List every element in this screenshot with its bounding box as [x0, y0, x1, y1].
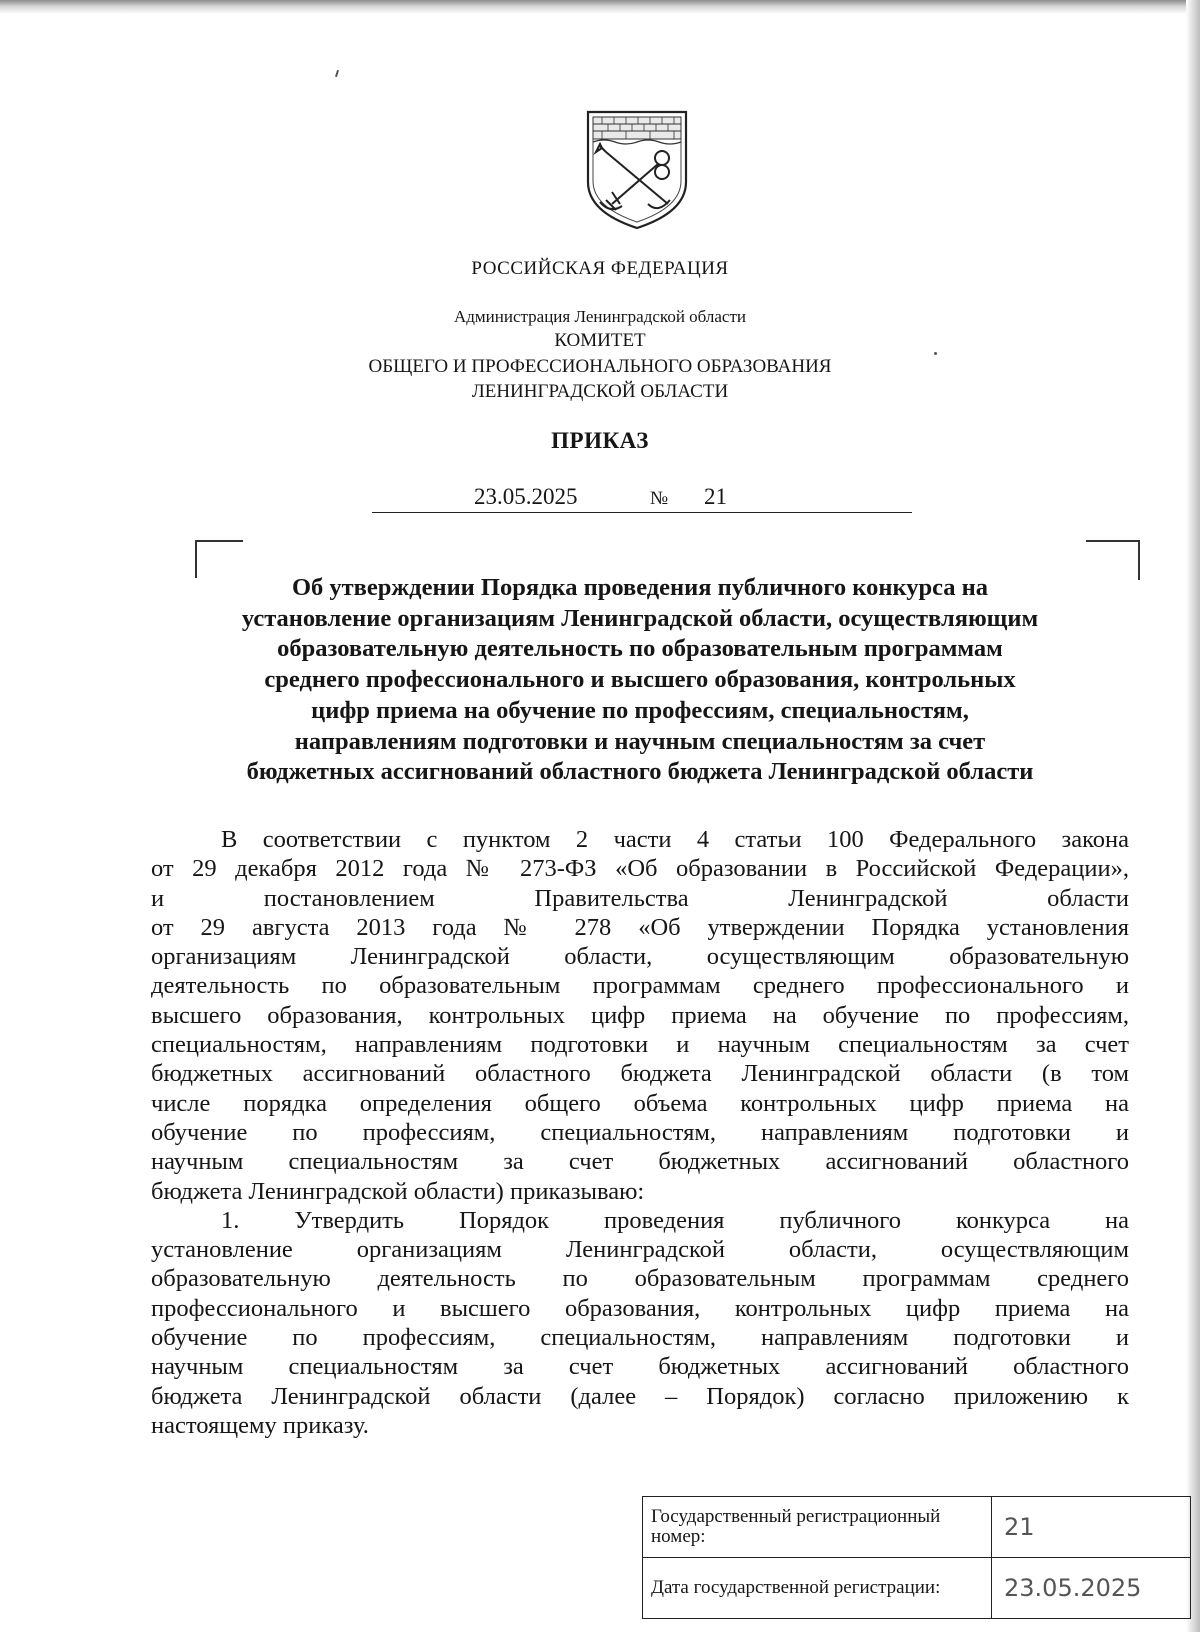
- order-body: [151, 825, 1129, 1440]
- body-line: деятельность по образовательным программам среднего профессионального и: [151, 972, 1129, 1000]
- body-line: бюджета Ленинградской области (далее – Порядок) согласно приложению к: [151, 1382, 1129, 1410]
- date-underline: [372, 512, 912, 513]
- body-line: установление организациям Ленинградской области, осуществляющим: [151, 1236, 1129, 1264]
- order-date-number-row: [372, 484, 912, 514]
- registration-number-value: 21: [992, 1497, 1191, 1558]
- country-name: РОССИЙСКАЯ ФЕДЕРАЦИЯ: [471, 258, 729, 279]
- scan-right-edge: [1186, 0, 1200, 1632]
- order-number: 21: [704, 484, 727, 509]
- body-line: настоящему приказу.: [151, 1411, 369, 1439]
- registration-date-label: Дата государственной регистрации:: [643, 1558, 992, 1619]
- body-line: организациям Ленинградской области, осуществляющим образовательную: [151, 943, 1129, 971]
- order-subject: [170, 573, 1110, 788]
- coat-of-arms-icon: [582, 108, 692, 232]
- body-line: профессионального и высшего образования, контрольных цифр приема на: [151, 1294, 1129, 1322]
- body-line: и постановлением Правительства Ленинградской области: [151, 884, 1129, 912]
- scan-speck: [335, 70, 339, 77]
- subject-line: Об утверждении Порядка проведения публичного конкурса на: [291, 574, 989, 601]
- body-line: обучение по профессиям, специальностям, направлениям подготовки и: [151, 1118, 1129, 1146]
- subject-line: среднего профессионального и высшего образования, контрольных: [264, 666, 1016, 694]
- body-line: научным специальностям за счет бюджетных ассигнований областного: [151, 1148, 1129, 1176]
- registration-number-label: Государственный регистрационный номер:: [643, 1497, 992, 1558]
- body-line: высшего образования, контрольных цифр приема на обучение по профессиям,: [151, 1001, 1129, 1029]
- body-line: бюджетных ассигнований областного бюджета Ленинградской области (в том: [151, 1060, 1129, 1088]
- registration-date-row: [643, 1558, 1191, 1619]
- body-line: образовательную деятельность по образовательным программам среднего: [151, 1265, 1129, 1293]
- body-line: бюджета Ленинградской области) приказываю:: [151, 1177, 645, 1205]
- body-line: обучение по профессиям, специальностям, направлениям подготовки и: [151, 1324, 1129, 1352]
- subject-line: установление организациям Ленинградской области, осуществляющим: [241, 604, 1039, 632]
- order-date: 23.05.2025: [474, 484, 578, 509]
- body-line: от 29 августа 2013 года № 278 «Об утверждении Порядка установления: [151, 913, 1129, 941]
- body-line: специальностям, направлениям подготовки и научным специальностям за счет: [151, 1031, 1129, 1059]
- body-line: от 29 декабря 2012 года № 273-ФЗ «Об образовании в Российской Федерации»,: [151, 855, 1129, 883]
- administration-name: Администрация Ленинградской области: [453, 307, 746, 326]
- subject-line: цифр приема на обучение по профессиям, специальностям,: [311, 696, 969, 724]
- registration-stamp-table: [642, 1496, 1191, 1619]
- subject-line: направлениям подготовки и научным специальностям за счет: [294, 727, 986, 755]
- registration-date-value: 23.05.2025: [992, 1558, 1191, 1619]
- scan-top-edge: [0, 0, 1200, 14]
- committee-label: КОМИТЕТ: [554, 330, 646, 351]
- subject-line: образовательную деятельность по образовательным программам: [277, 635, 1003, 663]
- document-title: ПРИКАЗ: [551, 428, 649, 453]
- registration-number-row: [643, 1497, 1191, 1558]
- body-line: В соответствии с пунктом 2 части 4 статьи 100 Федерального закона: [221, 826, 1129, 853]
- scan-speck: [934, 352, 937, 355]
- committee-full-name: ОБЩЕГО И ПРОФЕССИОНАЛЬНОГО ОБРАЗОВАНИЯ: [368, 356, 832, 377]
- region-name: ЛЕНИНГРАДСКОЙ ОБЛАСТИ: [471, 381, 729, 402]
- subject-bracket-left: [195, 540, 243, 542]
- subject-line: бюджетных ассигнований областного бюджета Ленинградской области: [246, 758, 1034, 786]
- body-line: числе порядка определения общего объема контрольных цифр приема на: [151, 1089, 1129, 1117]
- number-sign: №: [650, 488, 669, 509]
- body-line: 1. Утвердить Порядок проведения публичного конкурса на: [221, 1206, 1129, 1234]
- body-line: научным специальностям за счет бюджетных ассигнований областного: [151, 1353, 1129, 1381]
- subject-bracket-right: [1086, 540, 1140, 542]
- subject-bracket-right: [1138, 540, 1140, 580]
